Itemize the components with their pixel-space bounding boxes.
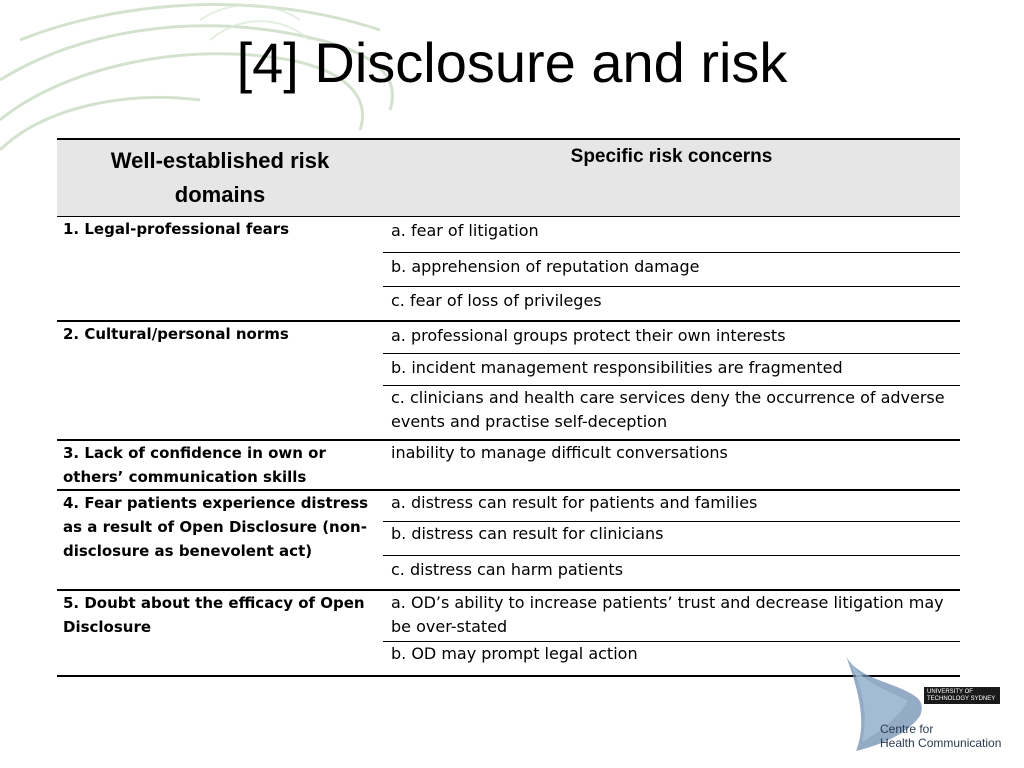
- risk-domain-cell: 5. Doubt about the efficacy of Open Disclosure: [57, 590, 383, 676]
- risk-table: [57, 138, 960, 677]
- risk-concern-cell: c. distress can harm patients: [383, 556, 960, 590]
- table-header-row: [57, 139, 960, 217]
- risk-concern-cell: c. fear of loss of privileges: [383, 287, 960, 321]
- table-row: [57, 590, 960, 642]
- centre-name: [880, 722, 1001, 750]
- centre-name-line2: Health Communication: [880, 736, 1002, 750]
- risk-domain-cell: 2. Cultural/personal norms: [57, 321, 383, 440]
- risk-concern-cell: inability to manage difficult conversations: [383, 440, 960, 490]
- risk-concern-cell: a. fear of litigation: [383, 217, 960, 253]
- table-row: [57, 217, 960, 253]
- risk-concern-cell: a. professional groups protect their own interests: [383, 321, 960, 354]
- risk-domain-cell: 3. Lack of confidence in own or others’ communication skills: [57, 440, 383, 490]
- table-row: [57, 490, 960, 522]
- risk-concern-cell: b. incident management responsibilities are fragmented: [383, 354, 960, 386]
- risk-concern-cell: b. apprehension of reputation damage: [383, 253, 960, 287]
- centre-name-line1: Centre for: [880, 722, 934, 736]
- header-risk-concerns: Specific risk concerns: [383, 139, 960, 217]
- risk-domain-cell: 1. Legal-professional fears: [57, 217, 383, 321]
- slide-title: [4] Disclosure and risk: [236, 31, 788, 94]
- risk-concern-cell: a. OD’s ability to increase patients’ trust and decrease litigation may be over-stated: [383, 590, 960, 642]
- table-row: [57, 321, 960, 354]
- uts-logo-badge: UNIVERSITY OF TECHNOLOGY SYDNEY: [924, 687, 1000, 704]
- header-risk-domains: Well-established risk domains: [57, 139, 383, 217]
- table-row: [57, 440, 960, 490]
- risk-domain-cell: 4. Fear patients experience distress as a result of Open Disclosure (non-disclosure as benevolent act): [57, 490, 383, 590]
- risk-concern-cell: c. clinicians and health care services deny the occurrence of adverse events and practise self-deception: [383, 386, 960, 440]
- risk-concern-cell: a. distress can result for patients and families: [383, 490, 960, 522]
- risk-table-container: [57, 138, 960, 677]
- risk-concern-cell: b. OD may prompt legal action: [383, 642, 960, 676]
- risk-concern-cell: b. distress can result for clinicians: [383, 522, 960, 556]
